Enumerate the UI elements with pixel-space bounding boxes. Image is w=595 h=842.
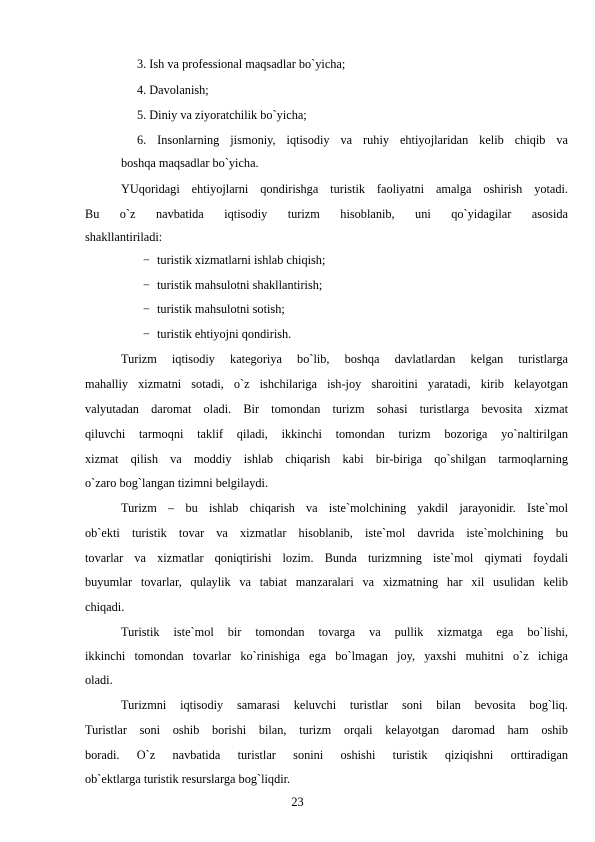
paragraph-line: oladi. bbox=[85, 673, 113, 687]
list-item-continuation: boshqa maqsadlar bo`yicha. bbox=[121, 156, 259, 170]
list-item: turistik mahsulotni shakllantirish; bbox=[157, 278, 323, 292]
paragraph-line: Turizm iqtisodiy kategoriya bo`lib, boshqa davlatlardan kelgan turistlarga bbox=[121, 352, 568, 366]
paragraph-line: ob`ekti turistik tovar va xizmatlar hisoblanib, iste`mol davrida iste`molchining bu bbox=[85, 526, 568, 540]
paragraph-line: xizmat qilish va moddiy ishlab chiqarish kabi bir-biriga qo`shilgan tarmoqlarning bbox=[85, 452, 568, 466]
paragraph-line: valyutadan daromat oladi. Bir tomondan turizm sohasi turistlarga bevosita xizmat bbox=[85, 402, 568, 416]
dash-bullet: − bbox=[143, 253, 150, 267]
list-item: 5. Diniy va ziyoratchilik bo`yicha; bbox=[137, 108, 307, 122]
list-item: 6. Insonlarning jismoniy, iqtisodiy va ruhiy ehtiyojlaridan kelib chiqib va bbox=[137, 133, 568, 147]
paragraph-line: o`zaro bog`langan tizimni belgilaydi. bbox=[85, 476, 269, 490]
paragraph-line: Bu o`z navbatida iqtisodiy turizm hisoblanib, uni qo`yidagilar asosida bbox=[85, 207, 568, 221]
paragraph-line: mahalliy xizmatni sotadi, o`z ishchilariga ish-joy sharoitini yaratadi, kirib kelayotgan bbox=[85, 377, 568, 391]
dash-bullet: − bbox=[143, 327, 150, 341]
paragraph-line: qiluvchi tarmoqni taklif qiladi, ikkinchi tomondan turizm bozoriga yo`naltirilgan bbox=[85, 427, 568, 441]
paragraph-line: buyumlar tovarlar, qulaylik va tabiat manzaralari va xizmatning har xil usulidan kelib bbox=[85, 575, 568, 589]
paragraph-line: Turizm – bu ishlab chiqarish va iste`molchining yakdil jarayonidir. Iste`mol bbox=[121, 501, 568, 515]
list-item: 4. Davolanish; bbox=[137, 83, 209, 97]
paragraph-line: shakllantiriladi: bbox=[85, 230, 163, 244]
list-item: 3. Ish va professional maqsadlar bo`yicha; bbox=[137, 57, 346, 71]
list-item: turistik xizmatlarni ishlab chiqish; bbox=[157, 253, 326, 267]
paragraph-line: Turistik iste`mol bir tomondan tovarga va pullik xizmatga ega bo`lishi, bbox=[121, 625, 568, 639]
paragraph-line: ob`ektlarga turistik resurslarga bog`liqdir. bbox=[85, 772, 291, 786]
dash-bullet: − bbox=[143, 278, 150, 292]
paragraph-line: YUqoridagi ehtiyojlarni qondirishga turistik faoliyatni amalga oshirish yotadi. bbox=[121, 182, 568, 196]
list-item: turistik mahsulotni sotish; bbox=[157, 302, 285, 316]
list-item: turistik ehtiyojni qondirish. bbox=[157, 327, 292, 341]
paragraph-line: boradi. O`z navbatida turistlar sonini oshishi turistik qiziqishni orttiradigan bbox=[85, 748, 568, 762]
paragraph-line: ikkinchi tomondan tovarlar ko`rinishiga ega bo`lmagan joy, yaxshi muhitni o`z ichiga bbox=[85, 649, 568, 663]
paragraph-line: tovarlar va xizmatlar qoniqtirishi lozim. Bunda turizmning iste`mol qiymati foydali bbox=[85, 551, 568, 565]
paragraph-line: chiqadi. bbox=[85, 600, 125, 614]
paragraph-line: Turistlar soni oshib borishi bilan, turizm orqali kelayotgan daromad ham oshib bbox=[85, 723, 568, 737]
page-number: 23 bbox=[291, 795, 304, 809]
paragraph-line: Turizmni iqtisodiy samarasi keluvchi turistlar soni bilan bevosita bog`liq. bbox=[121, 698, 568, 712]
dash-bullet: − bbox=[143, 302, 150, 316]
